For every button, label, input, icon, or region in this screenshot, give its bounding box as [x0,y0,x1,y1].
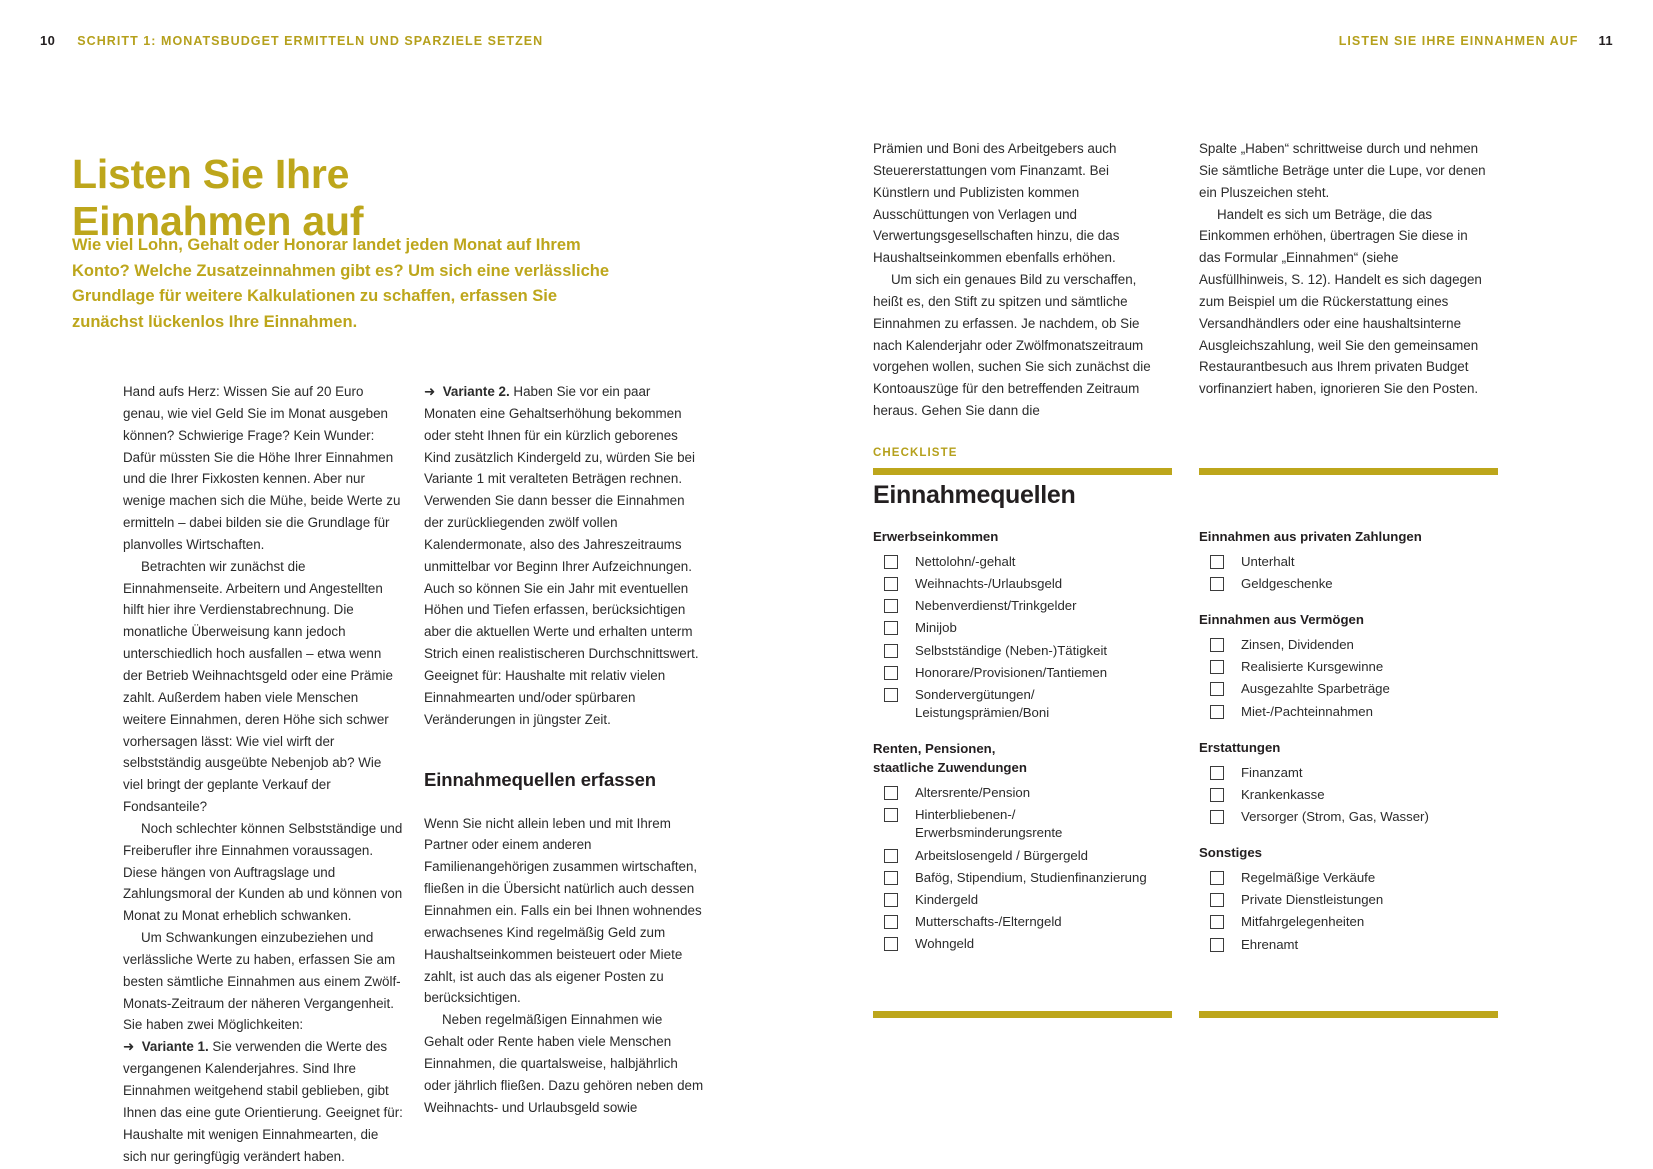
checklist-item[interactable] [873,597,1183,615]
checklist-item-label: Selbstständige (Neben-)Tätigkeit [915,642,1108,658]
checklist-item-label: Krankenkasse [1241,786,1325,802]
page-title-line-2: Einnahmen auf [72,198,364,245]
checkbox-icon[interactable] [884,893,898,907]
checkbox-icon[interactable] [884,786,898,800]
checkbox-icon[interactable] [1210,915,1224,929]
checklist-item-label: Wohngeld [915,936,975,952]
checkbox-icon[interactable] [884,688,898,702]
checklist-title: Einnahmequellen [873,481,1076,509]
checklist-item-label: Ausgezahlte Sparbeträge [1241,681,1390,697]
checklist-item[interactable] [873,784,1183,802]
checklist-group-title: Einnahmen aus privaten Zahlungen [1199,529,1422,544]
section-heading: Einnahmequellen erfassen [424,768,657,790]
checklist-item[interactable] [1199,786,1509,804]
checkbox-icon[interactable] [884,915,898,929]
paragraph: Prämien und Boni des Arbeitgebers auch Steuererstattungen vom Finanzamt. Bei Künstlern und Publizisten kommen Ausschüttungen von Verlagen und Verwertungsgesellschaften hinzu, die das Haushaltseinkommen ebenfalls erhöhen. [873,141,1120,266]
paragraph: Handelt es sich um Beträge, die das Einkommen erhöhen, übertragen Sie diese in das Formular „Einnahmen“ (siehe Ausfüllhinweis, S. 12). Handelt es sich dagegen zum Beispiel um die Rückerstattung eines Versandhändlers oder eine haushaltsinterne Ausgleichszahlung, weil Sie den gemeinsamen Restaurantbesuch aus Ihrem privaten Budget vorfinanziert haben, ignorieren Sie den Posten. [1199,206,1482,397]
checklist-group [873,528,1183,722]
checklist-column-left [873,528,1183,958]
checkbox-icon[interactable] [884,621,898,635]
checklist-group-title: Sonstiges [1199,845,1263,861]
checkbox-icon[interactable] [884,644,898,658]
checkbox-icon[interactable] [1210,577,1224,591]
page-title-line-1: Listen Sie Ihre [72,151,350,198]
checklist-item-label: Bafög, Stipendium, Studienfinanzierung [915,869,1147,885]
checklist-item[interactable] [873,642,1183,660]
checklist-item[interactable] [873,575,1183,593]
checklist-item-label: Arbeitslosengeld / Bürgergeld [915,847,1089,863]
checklist-item[interactable] [873,806,1183,842]
checkbox-icon[interactable] [1210,638,1224,652]
checklist-item[interactable] [873,869,1183,887]
checkbox-icon[interactable] [1210,660,1224,674]
checklist-column-right [1199,528,1509,958]
checklist-rule-top-right [1199,468,1498,475]
checklist-item[interactable] [1199,553,1509,571]
checklist-item[interactable] [1199,764,1509,782]
checklist-item[interactable] [1199,913,1509,931]
page-number-left: 10 [40,33,56,48]
checklist-item-label: Sondervergütungen/ Leistungsprämien/Boni [915,687,1050,721]
checklist-item[interactable] [873,686,1183,722]
checklist-rule-bottom-left [873,1011,1172,1018]
body-column-1 [123,381,404,1167]
checklist-item[interactable] [1199,936,1509,954]
page-title [72,151,632,244]
variant-2-paragraph [424,381,705,731]
checklist-item-label: Finanzamt [1241,764,1303,780]
checklist-item-label: Nebenverdienst/Trinkgelder [915,598,1077,614]
checklist-item-label: Versorger (Strom, Gas, Wasser) [1241,808,1429,824]
checklist-item-label: Zinsen, Dividenden [1241,636,1354,652]
checklist-item[interactable] [1199,680,1509,698]
checklist-group-title: Erwerbseinkommen [873,529,999,544]
checkbox-icon[interactable] [1210,705,1224,719]
checkbox-icon[interactable] [884,577,898,591]
checklist-group-title: Renten, Pensionen, staatliche Zuwendungen [873,741,1027,776]
checklist-rule-bottom-right [1199,1011,1498,1018]
checkbox-icon[interactable] [1210,893,1224,907]
body-column-2 [424,381,705,1118]
checklist-item[interactable] [1199,703,1509,721]
checklist-item-label: Mutterschafts-/Elterngeld [915,914,1062,930]
paragraph: Hand aufs Herz: Wissen Sie auf 20 Euro genau, wie viel Geld Sie im Monat ausgeben können? Schwierige Frage? Kein Wunder: Dafür müssten Sie die Höhe Ihrer Einnahmen und die Ihrer Fixkosten kennen. Aber nur wenige machen sich die Mühe, beide Werte zu ermitteln – dabei bilden sie die Grundlage für planvolles Wirtschaften. [123,384,401,552]
checklist-item-label: Honorare/Provisionen/Tantiemen [915,664,1108,680]
checkbox-icon[interactable] [1210,555,1224,569]
checklist-item-label: Miet-/Pachteinnahmen [1241,703,1373,719]
checklist-item-label: Altersrente/Pension [915,784,1031,800]
checklist-item[interactable] [873,891,1183,909]
checklist-item-label: Geldgeschenke [1241,575,1333,591]
checklist-group-title: Einnahmen aus Vermögen [1199,612,1364,628]
checkbox-icon[interactable] [884,849,898,863]
variant-2-text: Haben Sie vor ein paar Monaten eine Gehaltserhöhung bekommen oder steht Ihnen für ein kürzlich geborenes Kind zusätzlich Kindergeld zu, würden Sie bei Variante 1 mit veralteten Beträgen rechnen. Verwenden Sie dann besser die Einnahmen der zurückliegenden zwölf vollen Kalendermonate, also des Jahreszeitraums unmittelbar vor Beginn Ihrer Aufzeichnungen. Auch so können Sie ein Jahr mit eventuellen Höhen und Tiefen erfassen, berücksichtigen aber die aktuellen Werte und erhalten unterm Strich einen realistischeren Durchschnittswert. Geeignet für: Haushalte mit relativ vielen Einnahmearten und/oder spürbaren Veränderungen in jüngster Zeit. [424,384,699,727]
checkbox-icon[interactable] [1210,788,1224,802]
checklist-group [1199,844,1509,954]
checkbox-icon[interactable] [884,871,898,885]
checklist-group [873,740,1183,953]
checklist-item[interactable] [1199,869,1509,887]
checklist-item[interactable] [873,935,1183,953]
body-column-3 [873,138,1154,422]
page-number-right: 11 [1598,33,1613,48]
checkbox-icon[interactable] [1210,871,1224,885]
paragraph: Noch schlechter können Selbstständige und Freiberufler ihre Einnahmen voraussagen. Diese hängen von Auftragslage und Zahlungsmoral der Kunden ab und können von Monat zu Monat erheblich schwanken. [123,820,403,924]
running-head-right-title: LISTEN SIE IHRE EINNAHMEN AUF [1338,34,1579,48]
checklist-item-label: Minijob [915,620,957,636]
paragraph: Um sich ein genaues Bild zu verschaffen, heißt es, den Stift zu spitzen und sämtliche Einnahmen zu erfassen. Je nachdem, ob Sie nach Kalenderjahr oder Zwölfmonatszeitraum vorgehen wollen, suchen Sie sich zunächst die Kontoauszüge für den betreffenden Zeitraum heraus. Gehen Sie dann die [873,272,1151,419]
checklist-item[interactable] [873,553,1183,571]
checklist-group-title: Erstattungen [1199,739,1281,755]
standfirst: Wie viel Lohn, Gehalt oder Honorar landet jeden Monat auf Ihrem Konto? Welche Zusatzeinnahmen gibt es? Um sich eine verlässliche Grundlage für weitere Kalkulationen zu schaffen, erfassen Sie zunächst lückenlos Ihre Einnahmen. [72,236,609,331]
paragraph: Neben regelmäßigen Einnahmen wie Gehalt oder Rente haben viele Menschen Einnahmen, die quartalsweise, halbjährlich oder jährlich fließen. Dazu gehören neben dem Weihnachts- und Urlaubsgeld sowie [424,1012,704,1115]
checkbox-icon[interactable] [1210,682,1224,696]
checklist-kicker: CHECKLISTE [873,447,958,459]
checklist-item-label: Ehrenamt [1241,936,1299,952]
checklist-item[interactable] [873,913,1183,931]
checklist-rule-top-left [873,468,1172,475]
variant-2-lead: Variante 2. [442,384,510,399]
checkbox-icon[interactable] [884,808,898,822]
checklist-item[interactable] [1199,658,1509,676]
checklist-item[interactable] [873,847,1183,865]
variant-1-paragraph [123,1036,404,1167]
paragraph: Spalte „Haben“ schrittweise durch und nehmen Sie sämtliche Beträge unter die Lupe, vor denen ein Pluszeichen steht. [1199,141,1486,200]
checkbox-icon[interactable] [1210,766,1224,780]
running-head-left [40,33,543,48]
paragraph: Um Schwankungen einzubeziehen und verlässliche Werte zu haben, erfassen Sie am besten sämtliche Einnahmen aus einem Zwölf-Monats-Zeitraum der näheren Vergangenheit. Sie haben zwei Möglichkeiten: [123,930,401,1033]
variant-1-lead: Variante 1. [141,1039,209,1055]
checklist-item-label: Realisierte Kursgewinne [1241,659,1384,675]
checklist-group [1199,611,1509,721]
paragraph: Wenn Sie nicht allein leben und mit Ihrem Partner oder einem anderen Familienangehörigen zusammen wirtschaften, fließen in die Übersicht natürlich auch dessen Einnahmen ein. Falls ein bei Ihnen wohnendes erwachsenes Kind regelmäßig Geld zum Haushaltseinkommen beisteuert oder Miete zahlt, ist auch das als eigener Posten zu berücksichtigen. [424,815,702,1006]
checklist-item-label: Mitfahrgelegenheiten [1241,914,1365,930]
checklist-item-label: Regelmäßige Verkäufe [1241,869,1376,885]
checklist-item[interactable] [1199,575,1509,593]
running-head-left-title: SCHRITT 1: MONATSBUDGET ERMITTELN UND SPARZIELE SETZEN [77,34,544,48]
checkbox-icon[interactable] [1210,810,1224,824]
checkbox-icon[interactable] [884,666,898,680]
checklist-item[interactable] [1199,808,1509,826]
arrow-icon: ➜ [424,384,436,399]
checklist-item-label: Private Dienstleistungen [1241,892,1384,908]
checkbox-icon[interactable] [884,555,898,569]
checklist-item-label: Kindergeld [915,892,979,908]
checkbox-icon[interactable] [884,599,898,613]
paragraph: Betrachten wir zunächst die Einnahmenseite. Arbeitern und Angestellten hilft hier ihre Verdienstabrechnung. Die monatliche Überweisung kann jedoch unterschiedlich hoch ausfallen – etwa wenn der Betrieb Weihnachtsgeld oder eine Prämie zahlt. Außerdem haben viele Menschen weitere Einnahmen, deren Höhe sich schwer vorhersagen lässt: Wie viel wirft der selbstständig ausgeübte Nebenjob ab? Wie viel bringt der geplante Verkauf der Fondsanteile? [123,558,393,815]
checklist-item[interactable] [1199,891,1509,909]
body-column-4 [1199,138,1489,400]
checklist-group [1199,739,1509,826]
arrow-icon: ➜ [123,1039,135,1055]
checklist-item[interactable] [1199,636,1509,654]
checklist-item-label: Weihnachts-/Urlaubsgeld [915,575,1063,591]
checklist-item-label: Hinterbliebenen-/ Erwerbsminderungsrente [915,807,1063,841]
checklist-item-label: Nettolohn/-gehalt [915,553,1016,569]
checklist-item[interactable] [873,664,1183,682]
running-head-right [1339,33,1613,48]
checkbox-icon[interactable] [884,937,898,951]
checklist-item[interactable] [873,619,1183,637]
variant-1-text: Sie verwenden die Werte des vergangenen Kalenderjahres. Sind Ihre Einnahmen weitgehend stabil geblieben, gibt Ihnen das eine gute Orientierung. Geeignet für: Haushalte mit wenigen Einnahmearten, die sich nur geringfügig verändert haben. [123,1039,403,1164]
checklist-item-label: Unterhalt [1241,553,1295,569]
checklist-group [1199,528,1509,593]
checkbox-icon[interactable] [1210,938,1224,952]
